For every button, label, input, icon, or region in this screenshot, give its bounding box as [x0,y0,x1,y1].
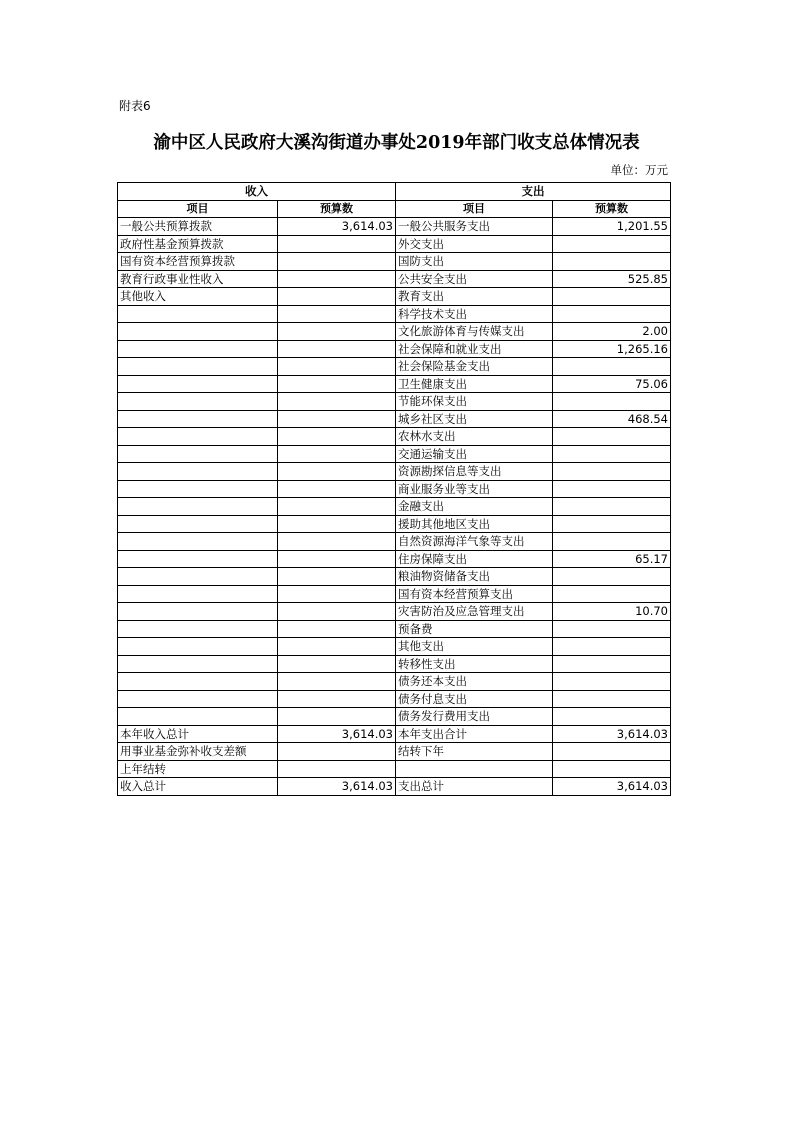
expense-value-cell [553,533,671,551]
income-item-cell [118,673,278,691]
fund-gap-label: 用事业基金弥补收支差额 [118,743,278,761]
income-item-cell [118,708,278,726]
table-row [118,603,671,621]
unit-label: 单位：万元 [610,163,668,177]
income-value-cell [278,253,396,271]
income-item-cell [118,463,278,481]
income-value-cell [278,480,396,498]
income-value-cell [278,463,396,481]
income-value-cell [278,305,396,323]
budget-table [117,182,671,796]
fund-gap-value [278,743,396,761]
table-row [118,515,671,533]
table-row [118,410,671,428]
expense-item-cell: 公共安全支出 [396,270,553,288]
income-item-cell [118,533,278,551]
expense-item-cell: 城乡社区支出 [396,410,553,428]
expense-value-cell [553,480,671,498]
income-item-cell [118,568,278,586]
table-row [118,568,671,586]
table-row [118,550,671,568]
income-value-cell [278,393,396,411]
income-item-cell [118,515,278,533]
table-row [118,218,671,236]
table-row [118,655,671,673]
income-item-cell [118,655,278,673]
income-value-cell [278,410,396,428]
table-row [118,620,671,638]
income-item-cell: 政府性基金预算拨款 [118,235,278,253]
expense-value-cell: 2.00 [553,323,671,341]
income-value-cell [278,340,396,358]
expense-item-cell: 转移性支出 [396,655,553,673]
income-item-cell [118,585,278,603]
income-value-cell [278,655,396,673]
expense-item-cell: 国有资本经营预算支出 [396,585,553,603]
income-section-header: 收入 [118,183,396,201]
expense-value-cell [553,463,671,481]
expense-value-cell [553,568,671,586]
table-row [118,288,671,306]
table-row [118,690,671,708]
income-item-cell: 其他收入 [118,288,278,306]
expense-item-cell: 其他支出 [396,638,553,656]
table-row [118,393,671,411]
expense-item-cell: 一般公共服务支出 [396,218,553,236]
income-item-cell: 一般公共预算拨款 [118,218,278,236]
income-value-cell [278,235,396,253]
table-row [118,463,671,481]
expense-item-cell: 资源勘探信息等支出 [396,463,553,481]
table-row [118,708,671,726]
table-row [118,428,671,446]
year-income-total-value: 3,614.03 [278,725,396,743]
income-item-cell [118,603,278,621]
income-item-cell [118,620,278,638]
expense-value-cell [553,655,671,673]
income-value-cell [278,620,396,638]
expense-item-cell: 债务付息支出 [396,690,553,708]
prev-year-row [118,760,671,778]
income-item-cell [118,480,278,498]
expense-value-cell: 1,265.16 [553,340,671,358]
expense-value-cell [553,498,671,516]
income-value-cell [278,270,396,288]
income-grand-total-value: 3,614.03 [278,778,396,796]
table-row [118,673,671,691]
expense-item-cell: 债务发行费用支出 [396,708,553,726]
year-expense-total-value: 3,614.03 [553,725,671,743]
table-row [118,358,671,376]
empty-cell [396,760,553,778]
table-row [118,253,671,271]
fund-gap-row [118,743,671,761]
income-value-cell: 3,614.03 [278,218,396,236]
expense-value-cell [553,690,671,708]
table-row [118,445,671,463]
expense-item-cell: 住房保障支出 [396,550,553,568]
income-item-cell: 教育行政事业性收入 [118,270,278,288]
income-item-cell [118,393,278,411]
income-value-cell [278,515,396,533]
expense-value-cell [553,673,671,691]
table-row [118,235,671,253]
income-value-cell [278,323,396,341]
income-item-cell [118,690,278,708]
expense-value-cell [553,515,671,533]
prev-year-value [278,760,396,778]
expense-value-cell [553,358,671,376]
expense-budget-header: 预算数 [553,200,671,218]
expense-value-cell [553,445,671,463]
income-value-cell [278,358,396,376]
expense-item-cell: 农林水支出 [396,428,553,446]
expense-item-header: 项目 [396,200,553,218]
expense-item-cell: 自然资源海洋气象等支出 [396,533,553,551]
table-row [118,498,671,516]
expense-value-cell [553,393,671,411]
section-header-row [118,183,671,201]
expense-item-cell: 文化旅游体育与传媒支出 [396,323,553,341]
expense-value-cell: 65.17 [553,550,671,568]
expense-item-cell: 国防支出 [396,253,553,271]
income-value-cell [278,498,396,516]
income-value-cell [278,428,396,446]
expense-item-cell: 粮油物资储备支出 [396,568,553,586]
income-item-cell [118,305,278,323]
expense-value-cell [553,638,671,656]
income-value-cell [278,690,396,708]
expense-item-cell: 债务还本支出 [396,673,553,691]
income-value-cell [278,638,396,656]
income-item-cell [118,340,278,358]
income-item-cell [118,445,278,463]
year-total-row [118,725,671,743]
expense-value-cell [553,428,671,446]
expense-item-cell: 交通运输支出 [396,445,553,463]
empty-cell [553,760,671,778]
income-item-cell [118,410,278,428]
income-item-cell [118,428,278,446]
column-header-row [118,200,671,218]
expense-value-cell [553,585,671,603]
income-item-cell [118,498,278,516]
expense-value-cell [553,305,671,323]
carry-forward-value [553,743,671,761]
income-value-cell [278,603,396,621]
table-row [118,585,671,603]
expense-grand-total-label: 支出总计 [396,778,553,796]
expense-value-cell: 468.54 [553,410,671,428]
expense-value-cell: 1,201.55 [553,218,671,236]
income-item-cell: 国有资本经营预算拨款 [118,253,278,271]
income-value-cell [278,673,396,691]
income-item-cell [118,550,278,568]
income-item-cell [118,375,278,393]
table-row [118,638,671,656]
expense-item-cell: 社会保险基金支出 [396,358,553,376]
expense-item-cell: 援助其他地区支出 [396,515,553,533]
income-value-cell [278,585,396,603]
year-expense-total-label: 本年支出合计 [396,725,553,743]
expense-value-cell [553,235,671,253]
table-row [118,375,671,393]
income-value-cell [278,568,396,586]
expense-item-cell: 教育支出 [396,288,553,306]
income-value-cell [278,288,396,306]
income-value-cell [278,550,396,568]
expense-value-cell [553,620,671,638]
expense-value-cell: 10.70 [553,603,671,621]
expense-item-cell: 商业服务业等支出 [396,480,553,498]
table-row [118,323,671,341]
expense-item-cell: 灾害防治及应急管理支出 [396,603,553,621]
income-item-cell [118,358,278,376]
income-item-cell [118,323,278,341]
income-item-cell [118,638,278,656]
expense-item-cell: 外交支出 [396,235,553,253]
table-row [118,340,671,358]
prev-year-label: 上年结转 [118,760,278,778]
grand-total-row [118,778,671,796]
expense-item-cell: 卫生健康支出 [396,375,553,393]
income-budget-header: 预算数 [278,200,396,218]
income-value-cell [278,445,396,463]
expense-grand-total-value: 3,614.03 [553,778,671,796]
carry-forward-label: 结转下年 [396,743,553,761]
income-value-cell [278,375,396,393]
table-row [118,533,671,551]
income-value-cell [278,708,396,726]
year-income-total-label: 本年收入总计 [118,725,278,743]
page-title: 渝中区人民政府大溪沟街道办事处2019年部门收支总体情况表 [153,133,640,153]
expense-value-cell [553,253,671,271]
expense-item-cell: 社会保障和就业支出 [396,340,553,358]
table-row [118,270,671,288]
expense-item-cell: 金融支出 [396,498,553,516]
expense-section-header: 支出 [396,183,671,201]
expense-item-cell: 科学技术支出 [396,305,553,323]
expense-value-cell [553,708,671,726]
table-row [118,480,671,498]
annex-label: 附表6 [119,99,151,113]
table-row [118,305,671,323]
expense-item-cell: 节能环保支出 [396,393,553,411]
income-grand-total-label: 收入总计 [118,778,278,796]
expense-value-cell [553,288,671,306]
expense-value-cell: 75.06 [553,375,671,393]
expense-item-cell: 预备费 [396,620,553,638]
income-item-header: 项目 [118,200,278,218]
income-value-cell [278,533,396,551]
expense-value-cell: 525.85 [553,270,671,288]
